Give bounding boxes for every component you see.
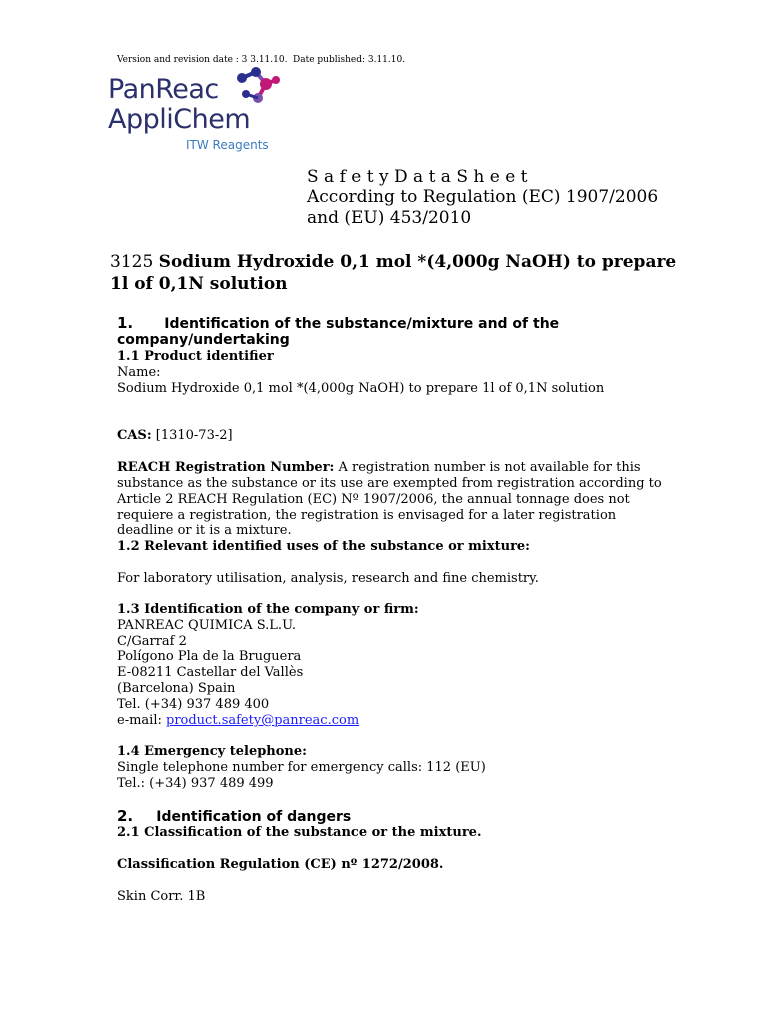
section-1-heading xyxy=(117,313,559,332)
logo-text-itw: ITW Reagents xyxy=(186,138,269,152)
emergency-line-1: Single telephone number for emergency calls: 112 (EU) xyxy=(117,760,486,775)
subsection-2-1-heading: 2.1 Classification of the substance or the mixture. xyxy=(117,825,482,840)
reach-line-3: Article 2 REACH Regulation (EC) Nº 1907/2006, the annual tonnage does not xyxy=(117,492,630,507)
reach-line-5: deadline or it is a mixture. xyxy=(117,523,292,538)
emergency-line-2: Tel.: (+34) 937 489 499 xyxy=(117,776,274,791)
identified-uses: For laboratory utilisation, analysis, research and fine chemistry. xyxy=(117,571,539,586)
product-title xyxy=(110,251,676,273)
sds-title: S a f e t y D a t a S h e e t xyxy=(307,167,528,187)
email-link[interactable]: product.safety@panreac.com xyxy=(166,713,360,728)
subsection-1-4-heading: 1.4 Emergency telephone: xyxy=(117,744,307,759)
classification-heading: Classification Regulation (CE) nº 1272/2008. xyxy=(117,857,444,872)
section-2-heading xyxy=(117,806,351,825)
company-line: PANREAC QUIMICA S.L.U. xyxy=(117,618,296,633)
reach-label: REACH Registration Number: xyxy=(117,460,335,475)
section-1-number: 1. xyxy=(117,314,134,332)
reach-line-2: substance as the substance or its use are exempted from registration according to xyxy=(117,476,662,491)
company-line: (Barcelona) Spain xyxy=(117,681,236,696)
version-revision-date: Version and revision date : 3 3.11.10. xyxy=(117,55,288,65)
company-line: C/Garraf 2 xyxy=(117,634,187,649)
product-name-line1: Sodium Hydroxide 0,1 mol *(4,000g NaOH) to prepare xyxy=(158,252,677,272)
reach-line-1 xyxy=(117,460,641,476)
cas-value: [1310-73-2] xyxy=(151,428,233,443)
cas-line xyxy=(117,428,233,444)
email-line xyxy=(117,713,359,729)
regulation-line-1: According to Regulation (EC) 1907/2006 xyxy=(307,187,659,207)
name-label: Name: xyxy=(117,365,161,380)
date-published: Date published: 3.11.10. xyxy=(293,55,406,65)
classification-value: Skin Corr. 1B xyxy=(117,889,206,904)
product-name-line2: 1l of 0,1N solution xyxy=(110,274,288,294)
section-2-title: Identification of dangers xyxy=(156,809,352,825)
company-logo xyxy=(108,66,288,156)
logo-text-panreac: PanReac xyxy=(108,74,219,105)
reach-line-4: requiere a registration, the registration is envisaged for a later registration xyxy=(117,508,617,523)
section-2-number: 2. xyxy=(117,807,134,825)
logo-text-applichem: AppliChem xyxy=(108,104,251,135)
cas-label: CAS: xyxy=(117,428,152,443)
subsection-1-3-heading: 1.3 Identification of the company or firm: xyxy=(117,602,419,617)
regulation-line-2: and (EU) 453/2010 xyxy=(307,208,472,228)
subsection-1-2-heading: 1.2 Relevant identified uses of the substance or mixture: xyxy=(117,539,530,554)
email-label: e-mail: xyxy=(117,713,166,728)
company-line: E-08211 Castellar del Vallès xyxy=(117,665,304,680)
subsection-1-1-heading: 1.1 Product identifier xyxy=(117,349,274,364)
company-line: Tel. (+34) 937 489 400 xyxy=(117,697,270,712)
product-code: 3125 xyxy=(110,252,154,272)
section-1-title-line2: company/undertaking xyxy=(117,332,290,348)
product-name-value: Sodium Hydroxide 0,1 mol *(4,000g NaOH) to prepare 1l of 0,1N solution xyxy=(117,381,605,396)
company-line: Polígono Pla de la Bruguera xyxy=(117,649,302,664)
section-1-title-line1: Identification of the substance/mixture and of the xyxy=(164,316,560,332)
reach-text-1: A registration number is not available for this xyxy=(334,460,641,475)
